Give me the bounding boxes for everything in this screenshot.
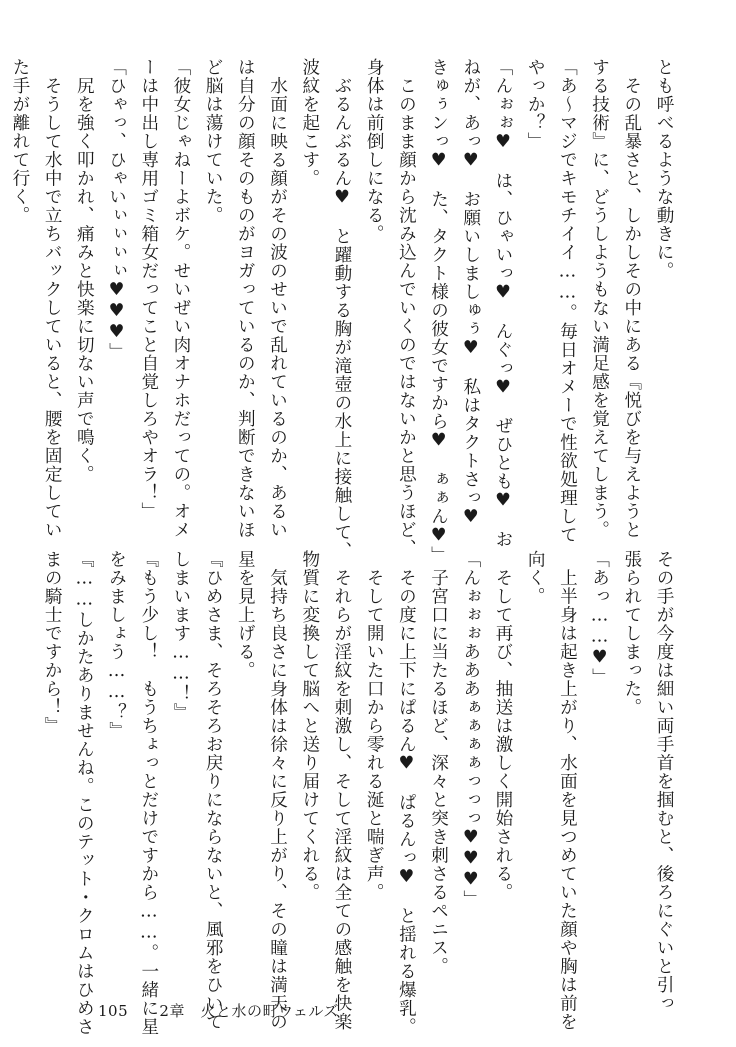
text-line: 向く。 [525, 550, 546, 606]
chapter-title: 2章 火と水の町ウェルズ [159, 1002, 339, 1020]
text-line: その度に上下にぱるん♥ ぱるんっ♥ と揺れる爆乳。 [396, 550, 417, 1036]
text-line: ーは中出し専用ゴミ箱女だってこと自覚しろやオラ！」 [138, 58, 159, 521]
text-line: 上半身は起き上がり、水面を見つめていた顔や胸は前を [557, 550, 578, 1031]
text-line: 「んぉぉ♥ は、ひゃいっ♥ んぐっ♥ ぜひとも♥ お [492, 58, 513, 549]
text-line: 「ひゃっ、ひゃいぃぃぃぃ♥♥♥」 [106, 58, 127, 362]
text-line: 気持ち良さに身体は徐々に反り上がり、その瞳は満天の [267, 550, 288, 1031]
text-line: その手が今度は細い両手首を掴むと、後ろにぐいと引っ [654, 550, 674, 1013]
page-number: 105 [98, 1002, 129, 1020]
text-line: このまま顔から沈み込んでいくのではないかと思うほど、 [396, 58, 417, 558]
text-line: とも呼べるような動きに。 [654, 58, 674, 280]
text-line: は自分の顔そのものがヨガっているのか、判断できないほ [235, 58, 256, 539]
text-line: 「んぉぉぉあああぁぁぁぁっっっ♥♥♥」 [460, 550, 481, 909]
text-line: ど脳は蕩けていた。 [203, 58, 224, 225]
text-line: 物質に変換して脳へと送り届けてくれる。 [299, 550, 320, 902]
text-line: きゅぅンっ♥ た、タクト様の彼女ですから♥ ぁぁん♥」 [428, 58, 449, 565]
text-line: 張られてしまった。 [621, 550, 642, 717]
page-footer [98, 1000, 339, 1021]
text-line: その乱暴さと、しかしその中にある『悦びを与えようと [621, 58, 642, 539]
text-line: ねが、あっ♥ お願いしましゅぅ♥ 私はタクトさっ♥ [460, 58, 481, 528]
text-line: 尻を強く叩かれ、痛みと快楽に切ない声で鳴く。 [74, 58, 95, 484]
text-line: 『ひめさま、そろそろお戻りにならないと、風邪をひいて [203, 550, 224, 1031]
text-line: 身体は前倒しになる。 [364, 58, 385, 243]
text-line: しまいます……！』 [170, 550, 191, 722]
text-line: 水面に映る顔がその波のせいで乱れているのか、あるい [267, 58, 288, 539]
text-line: そして開いた口から零れる涎と喘ぎ声。 [364, 550, 385, 902]
text-line: やっか？」 [525, 58, 546, 151]
text-line: 『……しかたありませんね。このテット・クロムはひめさ [74, 550, 95, 1036]
text-line: そして再び、抽送は激しく開始される。 [492, 550, 513, 902]
text-line: 『もう少し！ もうちょっとだけですから……。一緒に星 [138, 550, 159, 1036]
text-block-upper [4, 58, 680, 565]
text-line: 星を見上げる。 [235, 550, 256, 680]
text-line: 「あ～マジでキモチイイ……。毎日オメーで性欲処理して [557, 58, 578, 544]
text-line: た手が離れて行く。 [9, 58, 30, 225]
text-line: 「あっ……♥」 [589, 550, 610, 687]
text-line: をみましょう……？』 [106, 550, 127, 740]
text-line: 「彼女じゃねーよボケ。せいぜい肉オナホだっての。オメ [170, 58, 191, 539]
text-line: する技術』に、どうしようもない満足感を覚えてしまう。 [589, 58, 610, 539]
text-line: ぶるんぶるん♥ と躍動する胸が滝壺の水上に接触して、 [331, 58, 352, 560]
text-line: それらが淫紋を刺激し、そして淫紋は全ての感触を快楽 [331, 550, 352, 1031]
text-line: 子宮口に当たるほど、深々と突き刺さるペニス。 [428, 550, 449, 976]
text-line: そうして水中で立ちバックしていると、腰を固定してい [42, 58, 63, 539]
text-line: 波紋を起こす。 [299, 58, 320, 188]
text-line: まの騎士ですから！』 [42, 550, 63, 735]
